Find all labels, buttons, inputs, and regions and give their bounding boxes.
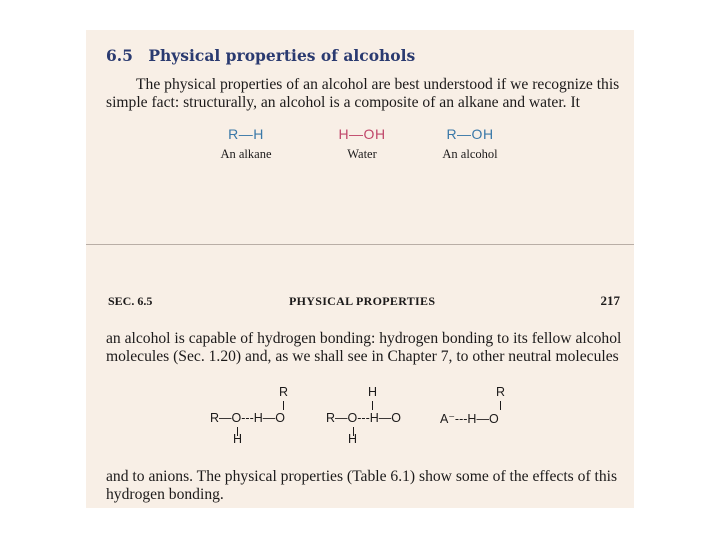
structure-formula: H—OH	[338, 126, 386, 142]
hbond-top-substituent: R	[279, 385, 289, 399]
intro-paragraph	[106, 76, 619, 112]
textbook-page	[86, 30, 634, 508]
bond-line	[500, 401, 501, 410]
hbond-chain: R—O---H—O	[210, 411, 285, 425]
intro-line-2: simple fact: structurally, an alcohol is a composite of an alkane and water. It	[106, 94, 581, 111]
hbond-bottom-substituent: H	[233, 432, 243, 446]
hbond-top-substituent: H	[368, 385, 378, 399]
closing-line-2: hydrogen bonding.	[106, 486, 224, 503]
structure-formula: R—H	[228, 126, 264, 142]
bond-line	[372, 401, 373, 410]
structure-alkane	[186, 126, 306, 162]
closing-paragraph	[106, 468, 617, 504]
section-heading	[106, 46, 415, 65]
structure-caption: An alcohol	[442, 147, 498, 161]
body-line-2: molecules (Sec. 1.20) and, as we shall see in Chapter 7, to other neutral molecules	[106, 348, 619, 365]
bond-line	[283, 401, 284, 410]
structure-alcohol	[410, 126, 530, 162]
structure-caption: An alkane	[220, 147, 272, 161]
hbond-top-substituent: R	[496, 385, 506, 399]
header-page-number: 217	[600, 293, 620, 308]
structure-formula: R—OH	[446, 126, 494, 142]
structure-caption: Water	[347, 147, 377, 161]
hbond-bottom-substituent: H	[348, 432, 358, 446]
closing-line-1: and to anions. The physical properties (Table 6.1) show some of the effects of this	[106, 468, 618, 485]
section-title: Physical properties of alcohols	[148, 46, 416, 65]
body-line-1: an alcohol is capable of hydrogen bonding: hydrogen bonding to its fellow alcohol	[106, 330, 622, 347]
page-divider	[86, 244, 634, 245]
header-running-title: PHYSICAL PROPERTIES	[289, 294, 436, 308]
intro-line-1: The physical properties of an alcohol are best understood if we recognize this	[136, 76, 620, 93]
header-section-ref: SEC. 6.5	[108, 294, 153, 308]
hbond-chain: A⁻---H—O	[440, 412, 499, 426]
hbond-chain: R—O---H—O	[326, 411, 401, 425]
structure-water	[302, 126, 422, 162]
body-paragraph	[106, 330, 621, 366]
section-number: 6.5	[106, 46, 133, 65]
